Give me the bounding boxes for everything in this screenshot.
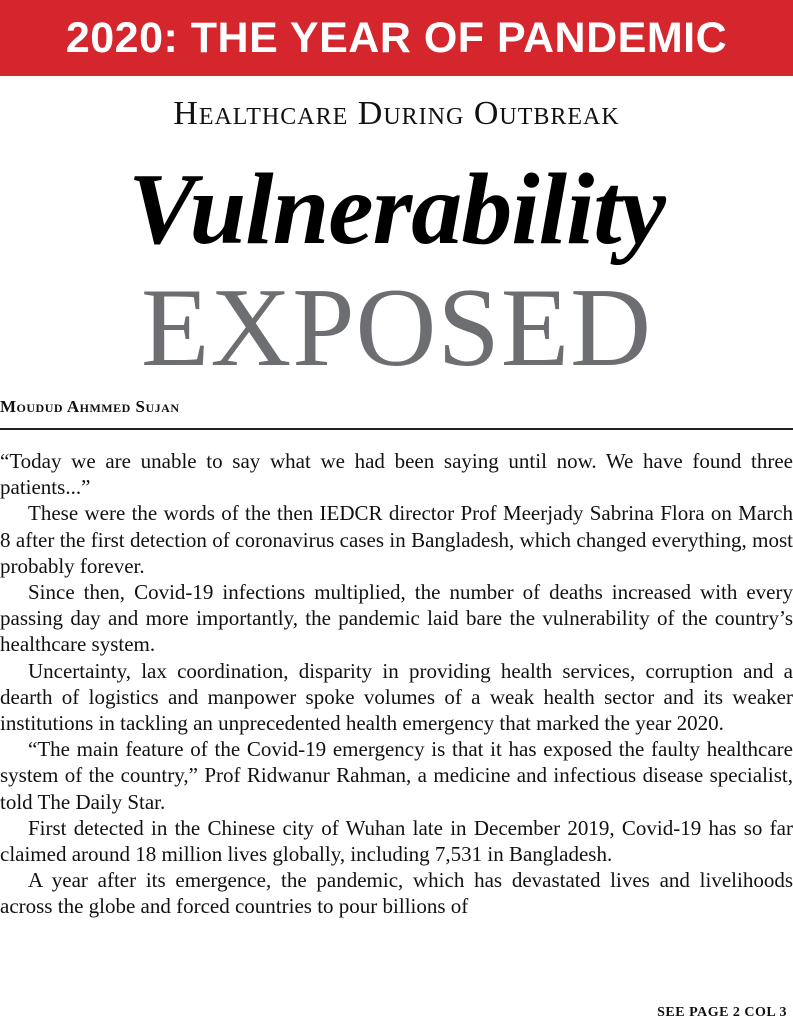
paragraph: Uncertainty, lax coordination, disparity in providing health services, corruption and a dearth of logistics and manpower spoke volumes of a weak health sector and its weaker institutions in tackling an unprecedented health emergency that marked the year 2020. [0,658,793,736]
byline: Moudud Ahmmed Sujan [0,397,180,416]
paragraph: “The main feature of the Covid-19 emergency is that it has exposed the faulty healthcare system of the country,” Prof Ridwanur Rahman, a medicine and infectious disease specialist, told The Daily Star. [0,737,793,814]
paragraph: First detected in the Chinese city of Wuhan late in December 2019, Covid-19 has so far claimed around 18 million lives globally, including 7,531 in Bangladesh. [0,815,793,867]
article-body [0,448,793,920]
paragraph: “Today we are unable to say what we had been saying until now. We have found three patients...” [0,449,793,500]
kicker-heading: Healthcare During Outbreak [173,95,620,132]
paragraph: A year after its emergence, the pandemic, which has devastated lives and livelihoods across the globe and forced countries to pour billions of [0,868,793,919]
headline-line-2: EXPOSED [140,266,653,390]
paragraph: These were the words of the then IEDCR director Prof Meerjady Sabrina Flora on March 8 after the first detection of coronavirus cases in Bangladesh, which changed everything, most probably forever. [0,501,793,578]
continued-on-jump: SEE PAGE 2 COL 3 [657,1005,787,1020]
paragraph: Since then, Covid-19 infections multiplied, the number of deaths increased with every passing day and more importantly, the pandemic laid bare the vulnerability of the country’s healthcare system. [0,580,793,657]
headline-line-1: Vulnerability [128,153,665,266]
byline-divider [0,428,793,430]
section-banner: 2020: THE YEAR OF PANDEMIC [0,0,793,76]
